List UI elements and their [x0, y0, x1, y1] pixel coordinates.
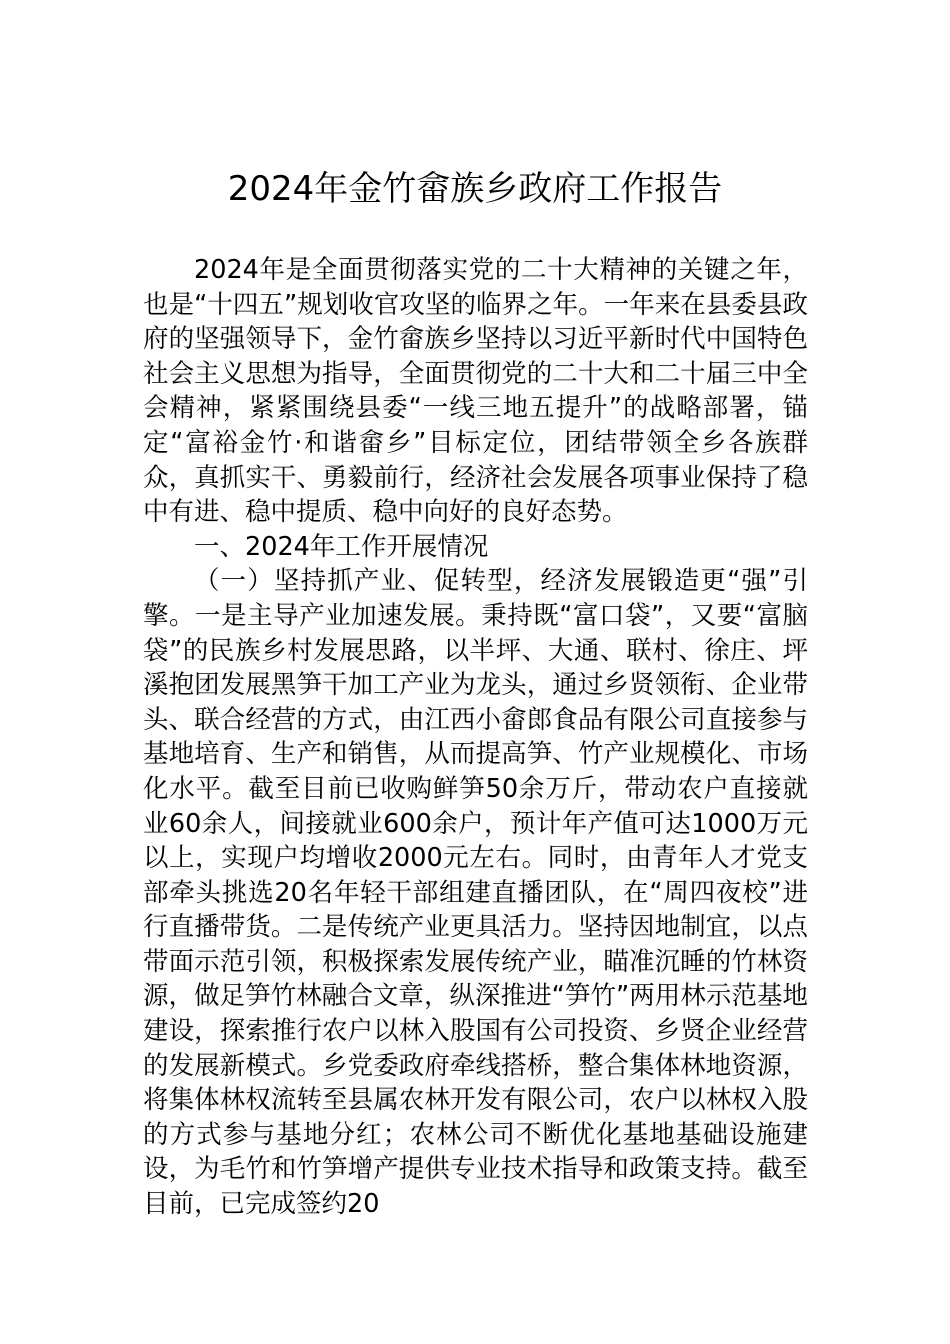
document-title: 2024年金竹畲族乡政府工作报告: [227, 169, 723, 209]
intro-paragraph: 2024年是全面贯彻落实党的二十大精神的关键之年，也是“十四五”规划收官攻坚的临界之年。一年来在县委县政府的坚强领导下，金竹畲族乡坚持以习近平新时代中国特色社会主义思想为指导，全面贯彻党的二十大和二十届三中全会精神，紧紧围绕县委“一线三地五提升”的战略部署，锚定“富裕金竹·和谐畲乡”目标定位，团结带领全乡各族群众，真抓实干、勇毅前行，经济社会发展各项事业保持了稳中有进、稳中提质、稳中向好的良好态势。: [143, 255, 808, 528]
document-body: [143, 253, 808, 1222]
section-heading: 一、2024年工作开展情况: [194, 531, 489, 562]
section-paragraph: （一）坚持抓产业、促转型，经济发展锻造更“强”引擎。一是主导产业加速发展。秉持既“富口袋”，又要“富脑袋”的民族乡村发展思路，以半坪、大通、联村、徐庄、坪溪抱团发展黑笋干加工产业为龙头，通过乡贤领衔、企业带头、联合经营的方式，由江西小畲郎食品有限公司直接参与基地培育、生产和销售，从而提高笋、竹产业规模化、市场化水平。截至目前已收购鲜笋50余万斤，带动农户直接就业60余人，间接就业600余户，预计年产值可达1000万元以上，实现户均增收2000元左右。同时，由青年人才党支部牵头挑选20名年轻干部组建直播团队，在“周四夜校”进行直播带货。二是传统产业更具活力。坚持因地制宜，以点带面示范引领，积极探索发展传统产业，瞄准沉睡的竹林资源，做足笋竹林融合文章，纵深推进“笋竹”两用林示范基地建设，探索推行农户以林入股国有公司投资、乡贤企业经营的发展新模式。乡党委政府牵线搭桥，整合集体林地资源，将集体林权流转至县属农林开发有限公司，农户以林权入股的方式参与基地分红；农林公司不断优化基地基础设施建设，为毛竹和竹笋增产提供专业技术指导和政策支持。截至目前，已完成签约20: [143, 566, 808, 1220]
